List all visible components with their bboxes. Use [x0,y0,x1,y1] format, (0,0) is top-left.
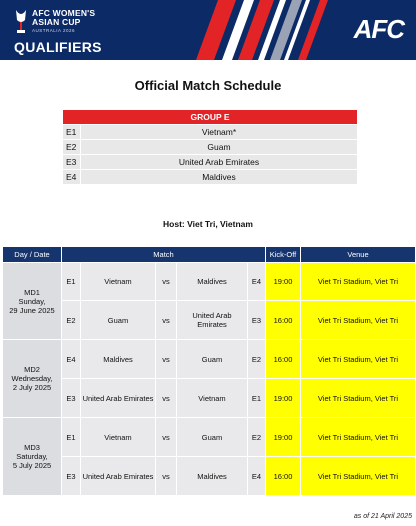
matchday-label: MD3 [24,443,40,452]
home-code: E4 [66,354,76,364]
venue-name: Viet Tri Stadium, Viet Tri [301,379,415,417]
header-venue: Venue [301,247,415,262]
as-of-date: as of 21 April 2025 [353,513,412,520]
home-code: E3 [66,471,76,481]
logo-line1: AFC WOMEN'S [32,8,96,18]
matchday-date: 2 July 2025 [12,383,52,392]
group-header: GROUP E [63,110,357,124]
vs-label: vs [162,471,170,481]
venue-name: Viet Tri Stadium, Viet Tri [301,340,415,378]
vs-label: vs [162,315,170,325]
page-title: Official Match Schedule [134,78,282,93]
away-code: E2 [251,432,262,442]
team-code: E1 [63,125,81,139]
header-match: Match [62,247,265,262]
header-banner [0,0,416,60]
afc-logo: AFC [353,14,404,44]
away-code: E4 [251,471,262,481]
column-divider [155,263,156,495]
home-code: E1 [66,277,76,286]
team-name: United Arab Emirates [178,157,260,167]
team-code: E3 [63,155,81,169]
matchday-label: MD2 [24,365,40,374]
away-code: E3 [251,315,262,325]
matchday-date-cell [3,418,61,495]
logo-line2: ASIAN CUP [32,17,81,27]
away-team: Guam [201,432,223,442]
column-divider [247,263,248,495]
venue-name: Viet Tri Stadium, Viet Tri [301,418,415,456]
column-divider [80,263,81,495]
vs-label: vs [162,354,170,364]
matchday-weekday: Saturday, [16,452,48,461]
team-name: Vietnam* [201,127,237,137]
venue-name: Viet Tri Stadium, Viet Tri [301,301,415,339]
away-team: Guam [201,354,223,364]
away-team: Maldives [197,471,227,481]
away-team: Maldives [197,277,227,286]
host-label: Host: Viet Tri, Vietnam [163,219,253,229]
home-team: Vietnam [104,277,132,286]
home-code: E3 [66,393,76,403]
kickoff-time: 19:00 [266,418,300,456]
team-name: Maldives [202,172,236,182]
home-code: E2 [66,315,76,325]
matchday-label: MD1 [24,287,40,297]
group-row [63,169,357,184]
matchday-weekday: Sunday, [18,296,46,306]
venue-name: Viet Tri Stadium, Viet Tri [301,457,415,495]
away-team: Vietnam [198,393,226,403]
venue-name: Viet Tri Stadium, Viet Tri [301,263,415,300]
away-code: E2 [251,354,262,364]
matchday-date-cell [3,263,61,339]
vs-label: vs [162,277,170,286]
away-code: E1 [251,393,262,403]
team-name: Guam [207,142,231,152]
home-team: United Arab Emirates [82,393,154,403]
column-divider [176,263,177,495]
kickoff-time: 19:00 [266,379,300,417]
away-code: E4 [251,277,262,286]
matchday-date: 5 July 2025 [12,461,52,470]
home-team: United Arab Emirates [82,471,154,481]
team-code: E2 [63,140,81,154]
kickoff-time: 16:00 [266,457,300,495]
header-kickoff: Kick-Off [266,247,300,262]
home-team: Vietnam [104,432,132,442]
trophy-icon [14,8,28,36]
logo-qualifiers: QUALIFIERS [14,39,102,55]
home-team: Maldives [103,354,133,364]
group-row [63,124,357,139]
group-table [63,110,357,184]
home-code: E1 [66,432,76,442]
team-code: E4 [63,170,81,184]
vs-label: vs [162,432,170,442]
matchday-date-cell [3,340,61,417]
header-day-date: Day / Date [3,247,61,262]
away-team: United Arab Emirates [192,311,232,329]
matchday-weekday: Wednesday, [11,374,53,383]
kickoff-time: 16:00 [266,301,300,339]
group-row [63,154,357,169]
matchday-date: 29 June 2025 [9,305,55,315]
group-row [63,139,357,154]
vs-label: vs [162,393,170,403]
logo-line3: AUSTRALIA 2026 [32,28,76,33]
kickoff-time: 19:00 [266,263,300,300]
kickoff-time: 16:00 [266,340,300,378]
home-team: Guam [107,315,129,325]
